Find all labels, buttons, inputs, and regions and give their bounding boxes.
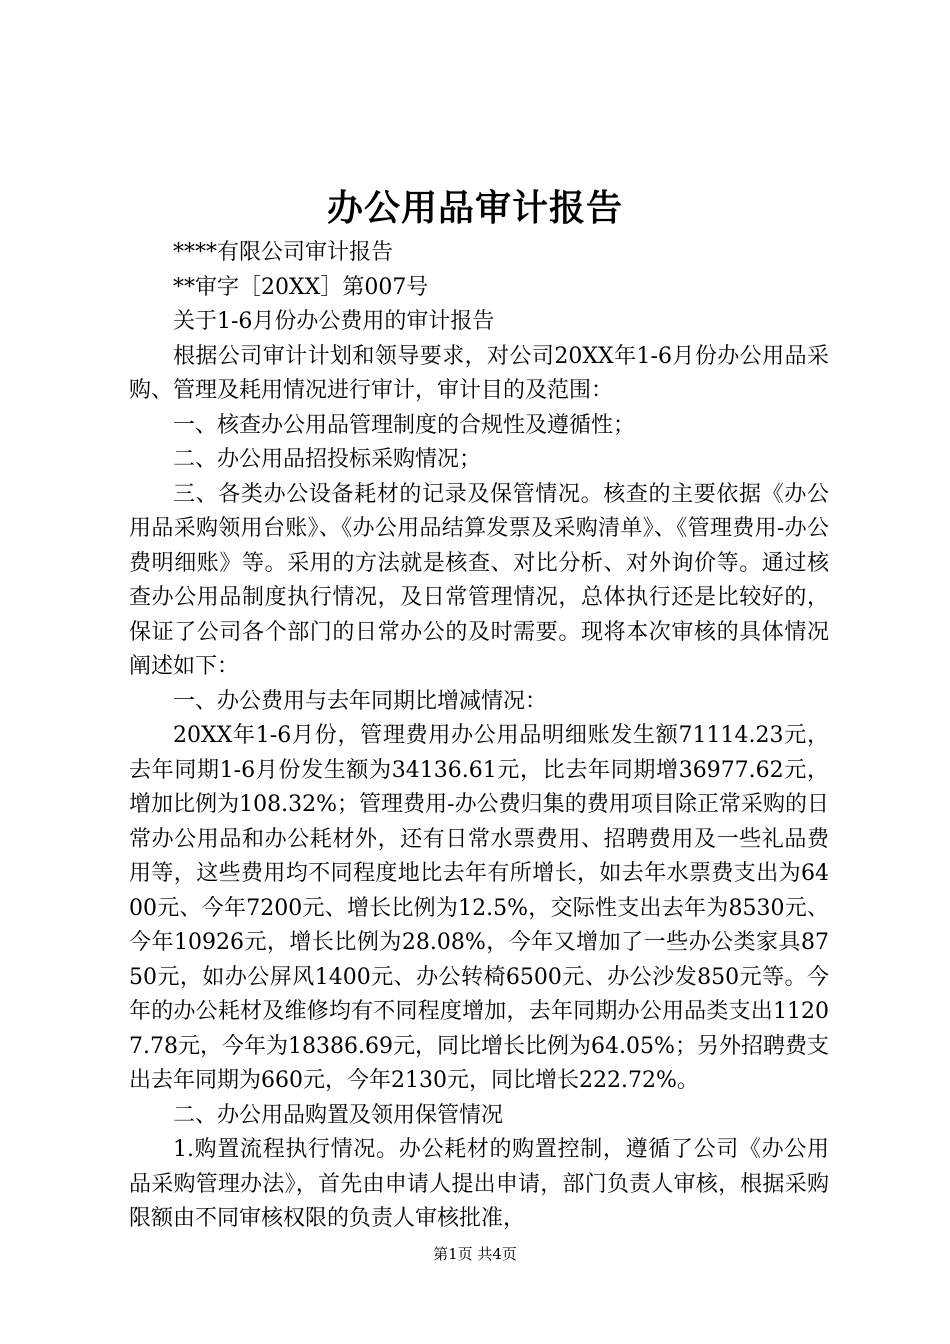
section-1-heading: 一、办公费用与去年同期比增减情况： <box>173 688 548 714</box>
scope-item-3: 三、各类办公设备耗材的记录及保管情况。核查的主要依据《办公用品采购领用台账》、《办公用品结算发票及采购清单》、《管理费用-办公费明细账》等。采用的方法就是核查、对比分析、对外询价等。通过核查办公用品制度执行情况，及日常管理情况，总体执行还是比较好的，保证了公司各个部门的日常办公的及时需要。现将本次审核的具体情况阐述如下： <box>129 481 829 679</box>
company-report-heading: ****有限公司审计报告 <box>173 240 394 265</box>
document-title: 办公用品审计报告 <box>326 187 623 229</box>
section-2-heading: 二、办公用品购置及领用保管情况 <box>173 1102 504 1128</box>
report-number: **审字［20XX］第007号 <box>173 274 429 300</box>
document-body <box>129 236 829 1237</box>
section-1-body: 20XX年1-6月份，管理费用办公用品明细账发生额71114.23元，去年同期1-6月份发生额为34136.61元，比去年同期增36977.62元，增加比例为108.32%；管理费用-办公费归集的费用项目除正常采购的日常办公用品和办公耗材外，还有日常水票费用、招聘费用及一些礼品费用等，这些费用均不同程度地比去年有所增长，如去年水票费支出为6400元、今年7200元、增长比例为12.5%，交际性支出去年为8530元、今年10926元，增长比例为28.08%，今年又增加了一些办公类家具8750元，如办公屏风1400元、办公转椅6500元、办公沙发850元等。今年的办公耗材及维修均有不同程度增加，去年同期办公用品类支出11207.78元，今年为18386.69元，同比增长比例为64.05%；另外招聘费支出去年同期为660元，今年2130元，同比增长222.72%。 <box>129 723 829 1093</box>
section-2-item-1: 1.购置流程执行情况。办公耗材的购置控制，遵循了公司《办公用品采购管理办法》，首先由申请人提出申请，部门负责人审核，根据采购限额由不同审核权限的负责人审核批准， <box>129 1137 829 1231</box>
scope-item-2: 二、办公用品招投标采购情况； <box>173 447 482 472</box>
scope-item-1: 一、核查办公用品管理制度的合规性及遵循性； <box>173 412 636 438</box>
intro-paragraph: 根据公司审计计划和领导要求，对公司20XX年1-6月份办公用品采购、管理及耗用情况进行审计，审计目的及范围： <box>129 343 829 403</box>
page-footer: 第1页 共4页 <box>433 1245 517 1263</box>
report-subject: 关于1-6月份办公费用的审计报告 <box>173 309 495 334</box>
